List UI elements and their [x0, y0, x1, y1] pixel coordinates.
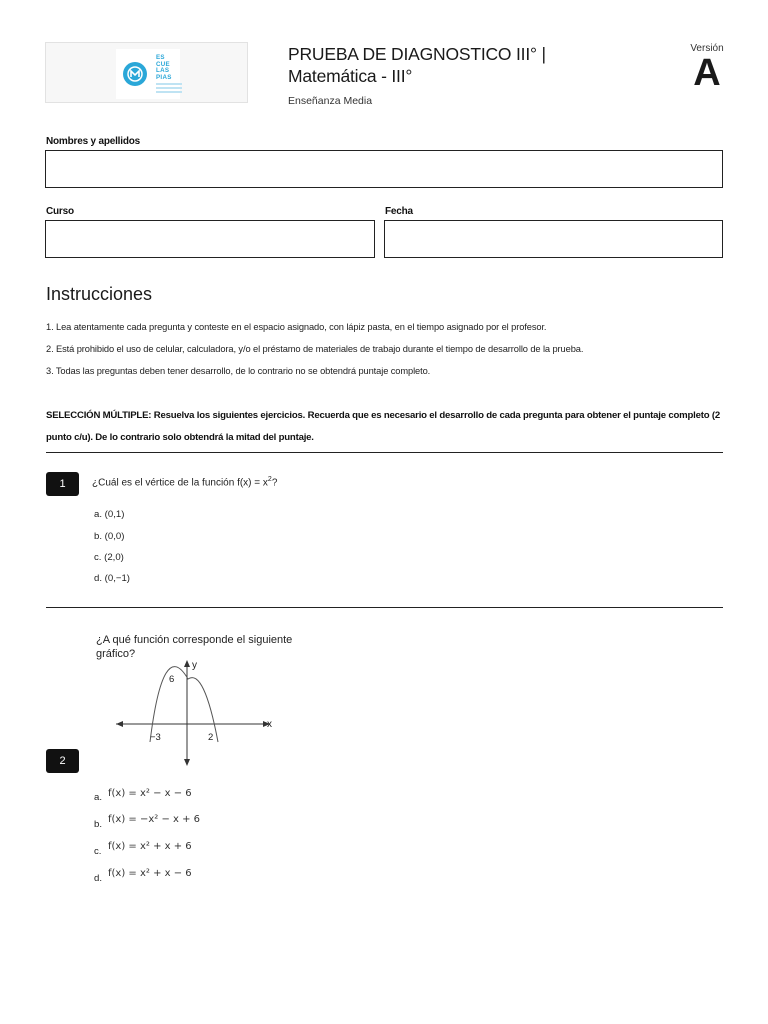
date-label: Fecha	[385, 206, 413, 217]
question-2-prompt: ¿A qué función corresponde el siguiente gráfico?	[96, 634, 293, 660]
option-c-letter[interactable]: c.	[94, 846, 102, 857]
y-axis-arrow-up	[184, 660, 190, 667]
option-a-expression[interactable]: f(x) = x² − x − 6	[108, 788, 192, 799]
name-label: Nombres y apellidos	[46, 136, 141, 147]
option-c-expression[interactable]: f(x) = x² + x + 6	[108, 841, 192, 852]
divider	[46, 452, 723, 453]
y-tick-label: 6	[169, 674, 175, 685]
logo-box	[45, 42, 248, 103]
course-field[interactable]	[45, 220, 375, 258]
y-axis-arrow-down	[184, 759, 190, 766]
name-field[interactable]	[45, 150, 723, 188]
x-tick-label-left: −3	[150, 732, 161, 743]
parabola-graph	[112, 658, 277, 770]
school-logo	[116, 49, 180, 99]
option-d[interactable]: d. (0,−1)	[94, 573, 130, 584]
option-b-letter[interactable]: b.	[94, 819, 103, 830]
option-d-expression[interactable]: f(x) = x² + x − 6	[108, 868, 192, 879]
date-field[interactable]	[384, 220, 723, 258]
logo-emblem-icon	[120, 59, 150, 89]
x-axis-label: x	[267, 719, 272, 730]
option-d-letter[interactable]: d.	[94, 873, 103, 884]
instructions-heading: Instrucciones	[46, 284, 153, 304]
instruction-item: 2. Está prohibido el uso de celular, calculadora, y/o el préstamo de materiales de trabajo durante el tiempo de desarrollo de la prueba.	[46, 344, 584, 354]
selection-instructions: SELECCIÓN MÚLTIPLE: Resuelva los siguientes ejercicios. Recuerda que es necesario el desarrollo de cada pregunta para obtener el puntaje completo (2 punto c/u). De lo contrario solo obtendrá la mitad del puntaje.	[46, 410, 720, 443]
option-a-letter[interactable]: a.	[94, 792, 103, 803]
question-number-badge: 2	[46, 749, 79, 773]
instruction-item: 1. Lea atentamente cada pregunta y conteste en el espacio asignado, con lápiz pasta, en el tiempo asignado por el profesor.	[46, 322, 547, 332]
parabola-curve	[150, 667, 218, 742]
version-letter: A	[693, 52, 721, 94]
divider	[46, 607, 723, 608]
logo-wordmark: ES CUE LAS PIAS	[156, 54, 172, 81]
question-number-badge: 1	[46, 472, 79, 496]
logo-subtext	[156, 83, 182, 93]
option-c[interactable]: c. (2,0)	[94, 552, 124, 563]
version-label: Versión	[690, 43, 724, 54]
course-label: Curso	[46, 206, 74, 217]
x-tick-label-right: 2	[208, 732, 214, 743]
option-b-expression[interactable]: f(x) = −x² − x + 6	[108, 814, 201, 825]
question-1-text: ¿Cuál es el vértice de la función $f(x) = x^2$?	[92, 476, 278, 489]
y-axis-label: y	[192, 660, 197, 671]
option-b[interactable]: b. (0,0)	[94, 531, 125, 542]
x-axis-arrow-left	[116, 721, 123, 727]
page-title: PRUEBA DE DIAGNOSTICO III° | Matemática - III°	[288, 44, 546, 86]
instruction-item: 3. Todas las preguntas deben tener desarrollo, de lo contrario no se obtendrá puntaje completo.	[46, 366, 431, 376]
page-subtitle: Enseñanza Media	[288, 95, 373, 107]
option-a[interactable]: a. (0,1)	[94, 509, 125, 520]
